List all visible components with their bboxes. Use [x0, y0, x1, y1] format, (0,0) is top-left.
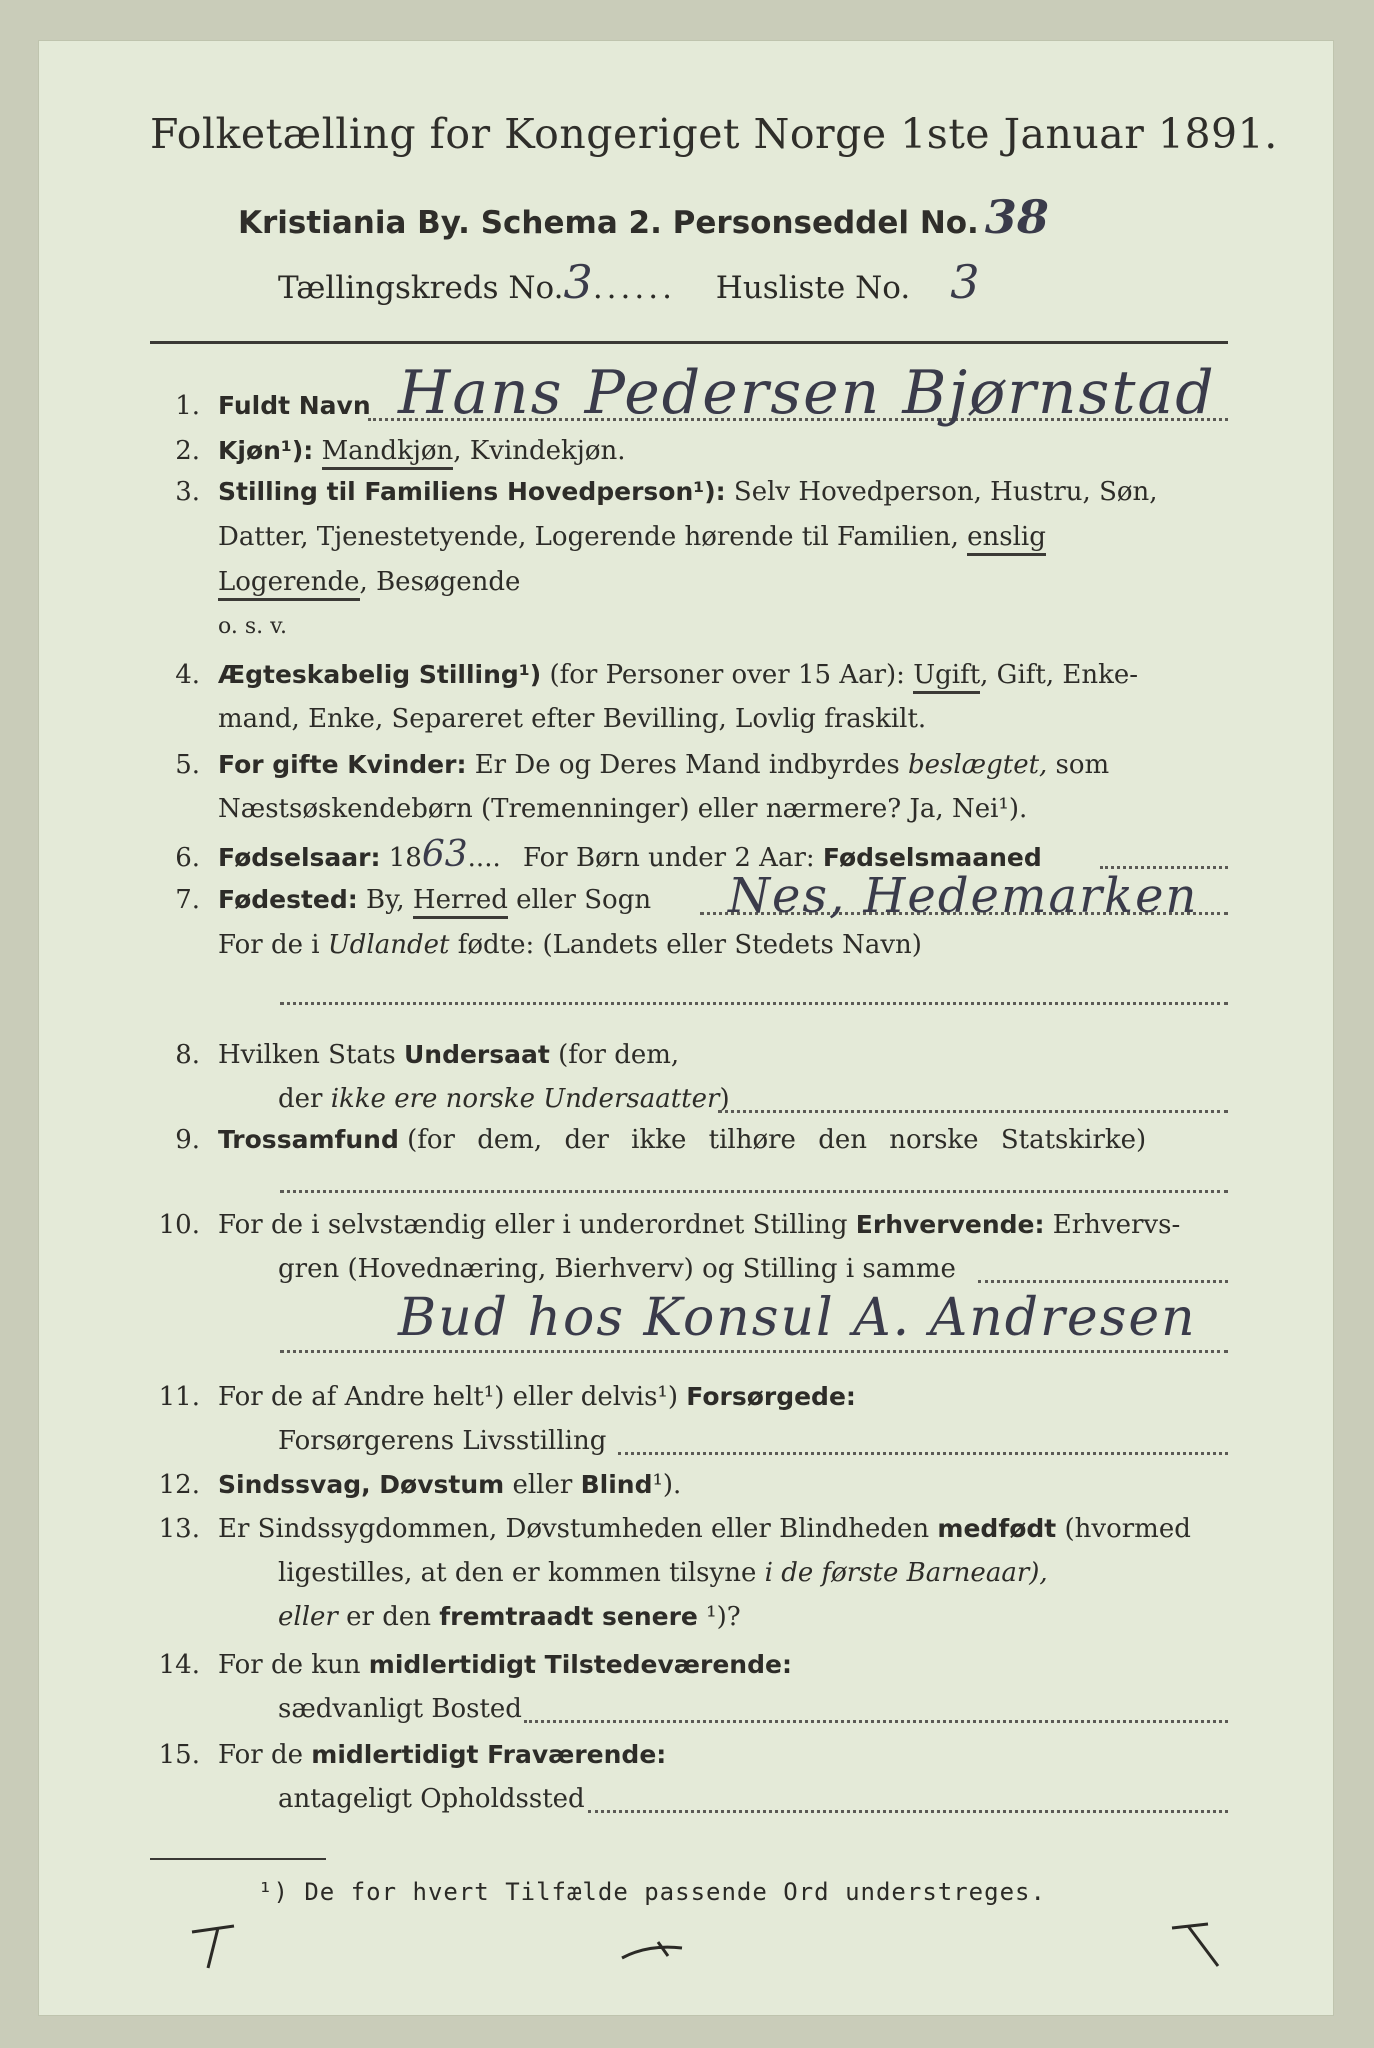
footnote-rule [150, 1858, 326, 1860]
item-3: 3. Stilling til Familiens Hovedperson¹): Selv Hovedperson, Hustru, Søn, [175, 477, 1158, 507]
item-6: 6. Fødselsaar: 1863.... For Børn under 2 Aar: Fødselsmaaned [175, 834, 1042, 875]
gender-male-selected: Mandkjøn [322, 436, 454, 470]
header-rule [150, 341, 1228, 344]
husliste-number: 3 [950, 255, 980, 309]
item-2: 2. Kjøn¹): Mandkjøn, Kvindekjøn. [148, 436, 626, 466]
tellingskreds-number: 3 [563, 255, 593, 309]
occupation-value: Bud hos Konsul A. Andresen [398, 1288, 1197, 1348]
birthplace-value: Nes, Hedemarken [728, 868, 1199, 924]
item-14: 14. For de kun midlertidigt Tilstedeværende: [158, 1650, 792, 1680]
ugift-selected: Ugift [913, 660, 980, 694]
tellingskreds-line: Tællingskreds No.3...... Husliste No. 3 [278, 255, 980, 309]
full-name-label: Fuldt Navn [218, 391, 371, 420]
item-1: 1. Fuldt Navn [175, 391, 371, 421]
tellingskreds-label: Tællingskreds No. [278, 270, 564, 306]
item-12: 12. Sindssvag, Døvstum eller Blind¹). [158, 1470, 682, 1500]
item-10: 10. For de i selvstændig eller i underordnet Stilling Erhvervende: Erhvervs- [158, 1210, 1181, 1240]
logerende-selected: Logerende [218, 567, 360, 601]
full-name-value: Hans Pedersen Bjørnstad [398, 358, 1216, 428]
item-11: 11. For de af Andre helt¹) eller delvis¹) Forsørgede: [158, 1382, 856, 1412]
form-title: Folketælling for Kongeriget Norge 1ste Januar 1891. [150, 110, 1278, 158]
item-9: 9. Trossamfund (for dem, der ikke tilhøre den norske Statskirke) [175, 1125, 1147, 1155]
item-13: 13. Er Sindssygdommen, Døvstumheden eller Blindheden medfødt (hvormed [158, 1514, 1191, 1544]
footnote: ¹) De for hvert Tilfælde passende Ord understreges. [258, 1878, 1046, 1906]
enslig-selected: enslig [967, 522, 1046, 556]
item-7: 7. Fødested: By, Herred eller Sogn [148, 885, 651, 915]
census-form: Folketælling for Kongeriget Norge 1ste Januar 1891. Kristiania By. Schema 2. Personseddel No. 38 Tællingskreds No.3...... Husliste No. 3 1. Fuldt Navn Hans Pedersen Bjørnstad 2. Kjøn¹): Mandkjøn, Kvindekjøn. 3. Stilling til Familiens Hovedperson¹): Selv Hovedperson, Hustru, Søn, Datter, Tjenestetyende, Logerende hørende til Familien, enslig Logerende, Besøgende o. s. v. 4. Ægteskabelig Stilling¹) (for Personer over 15 Aar): Ugift, Gift, Enke- mand, Enke, Separeret efter Bevilling, Lovlig fraskilt. 5. For gifte Kvinder: Er De og Deres Mand indbyrdes beslægtet, som Næstsøskendebørn (Tremenninger) eller nærmere? Ja, Nei¹). 6. Fødselsaar: 1863.... For Børn under 2 Aar: Fødselsmaaned 7. Fødested: By, Herred eller Sogn Nes, Hedemarken For de i Udlandet fødte: (Landets eller Stedets Navn) 8. Hvilken Stats Undersaat (for dem, der ikke ere norske Undersaatter) 9. Trossamfund (for dem, der ikke tilhøre den norske Statskirke) 10. For de i selvstændig eller i underordnet Stilling Erhvervende: Erhvervs- gren (Hovednæring, Bierhverv) og Stilling i samme Bud hos Konsul A. Andresen 11. For de af Andre helt¹) eller delvis¹) Forsørgede: Forsørgerens Livsstilling 12. Sindssvag, Døvstum eller Blind¹). 13. Er Sindssygdommen, Døvstumheden eller Blindheden medfødt (hvormed ligestilles, at den er kommen tilsyne i de første Barneaar), eller er den fremtraadt senere ¹)? 14. For de kun midlertidigt Tilstedeværende: sædvanligt Bosted 15. For de midlertidigt Fraværende: antageligt Opholdssted ¹) De for hvert Tilfælde passende Ord understreges. [38, 40, 1334, 2016]
item-8: 8. Hvilken Stats Undersaat (for dem, [175, 1040, 680, 1070]
husliste-label: Husliste No. [715, 270, 911, 306]
schema-line-text: Kristiania By. Schema 2. Personseddel No. [238, 205, 979, 241]
item-4: 4. Ægteskabelig Stilling¹) (for Personer over 15 Aar): Ugift, Gift, Enke- [148, 660, 1138, 690]
personseddel-number: 38 [984, 190, 1049, 244]
item-15: 15. For de midlertidigt Fraværende: [158, 1740, 667, 1770]
herred-selected: Herred [413, 885, 508, 919]
birth-year-value: 63 [421, 834, 468, 875]
corner-mark-left [188, 1924, 248, 1974]
corner-mark-center [618, 1936, 688, 1966]
item-5: 5. For gifte Kvinder: Er De og Deres Mand indbyrdes beslægtet, som [175, 750, 1110, 780]
schema-line [238, 190, 1049, 244]
corner-mark-right [1168, 1920, 1228, 1980]
